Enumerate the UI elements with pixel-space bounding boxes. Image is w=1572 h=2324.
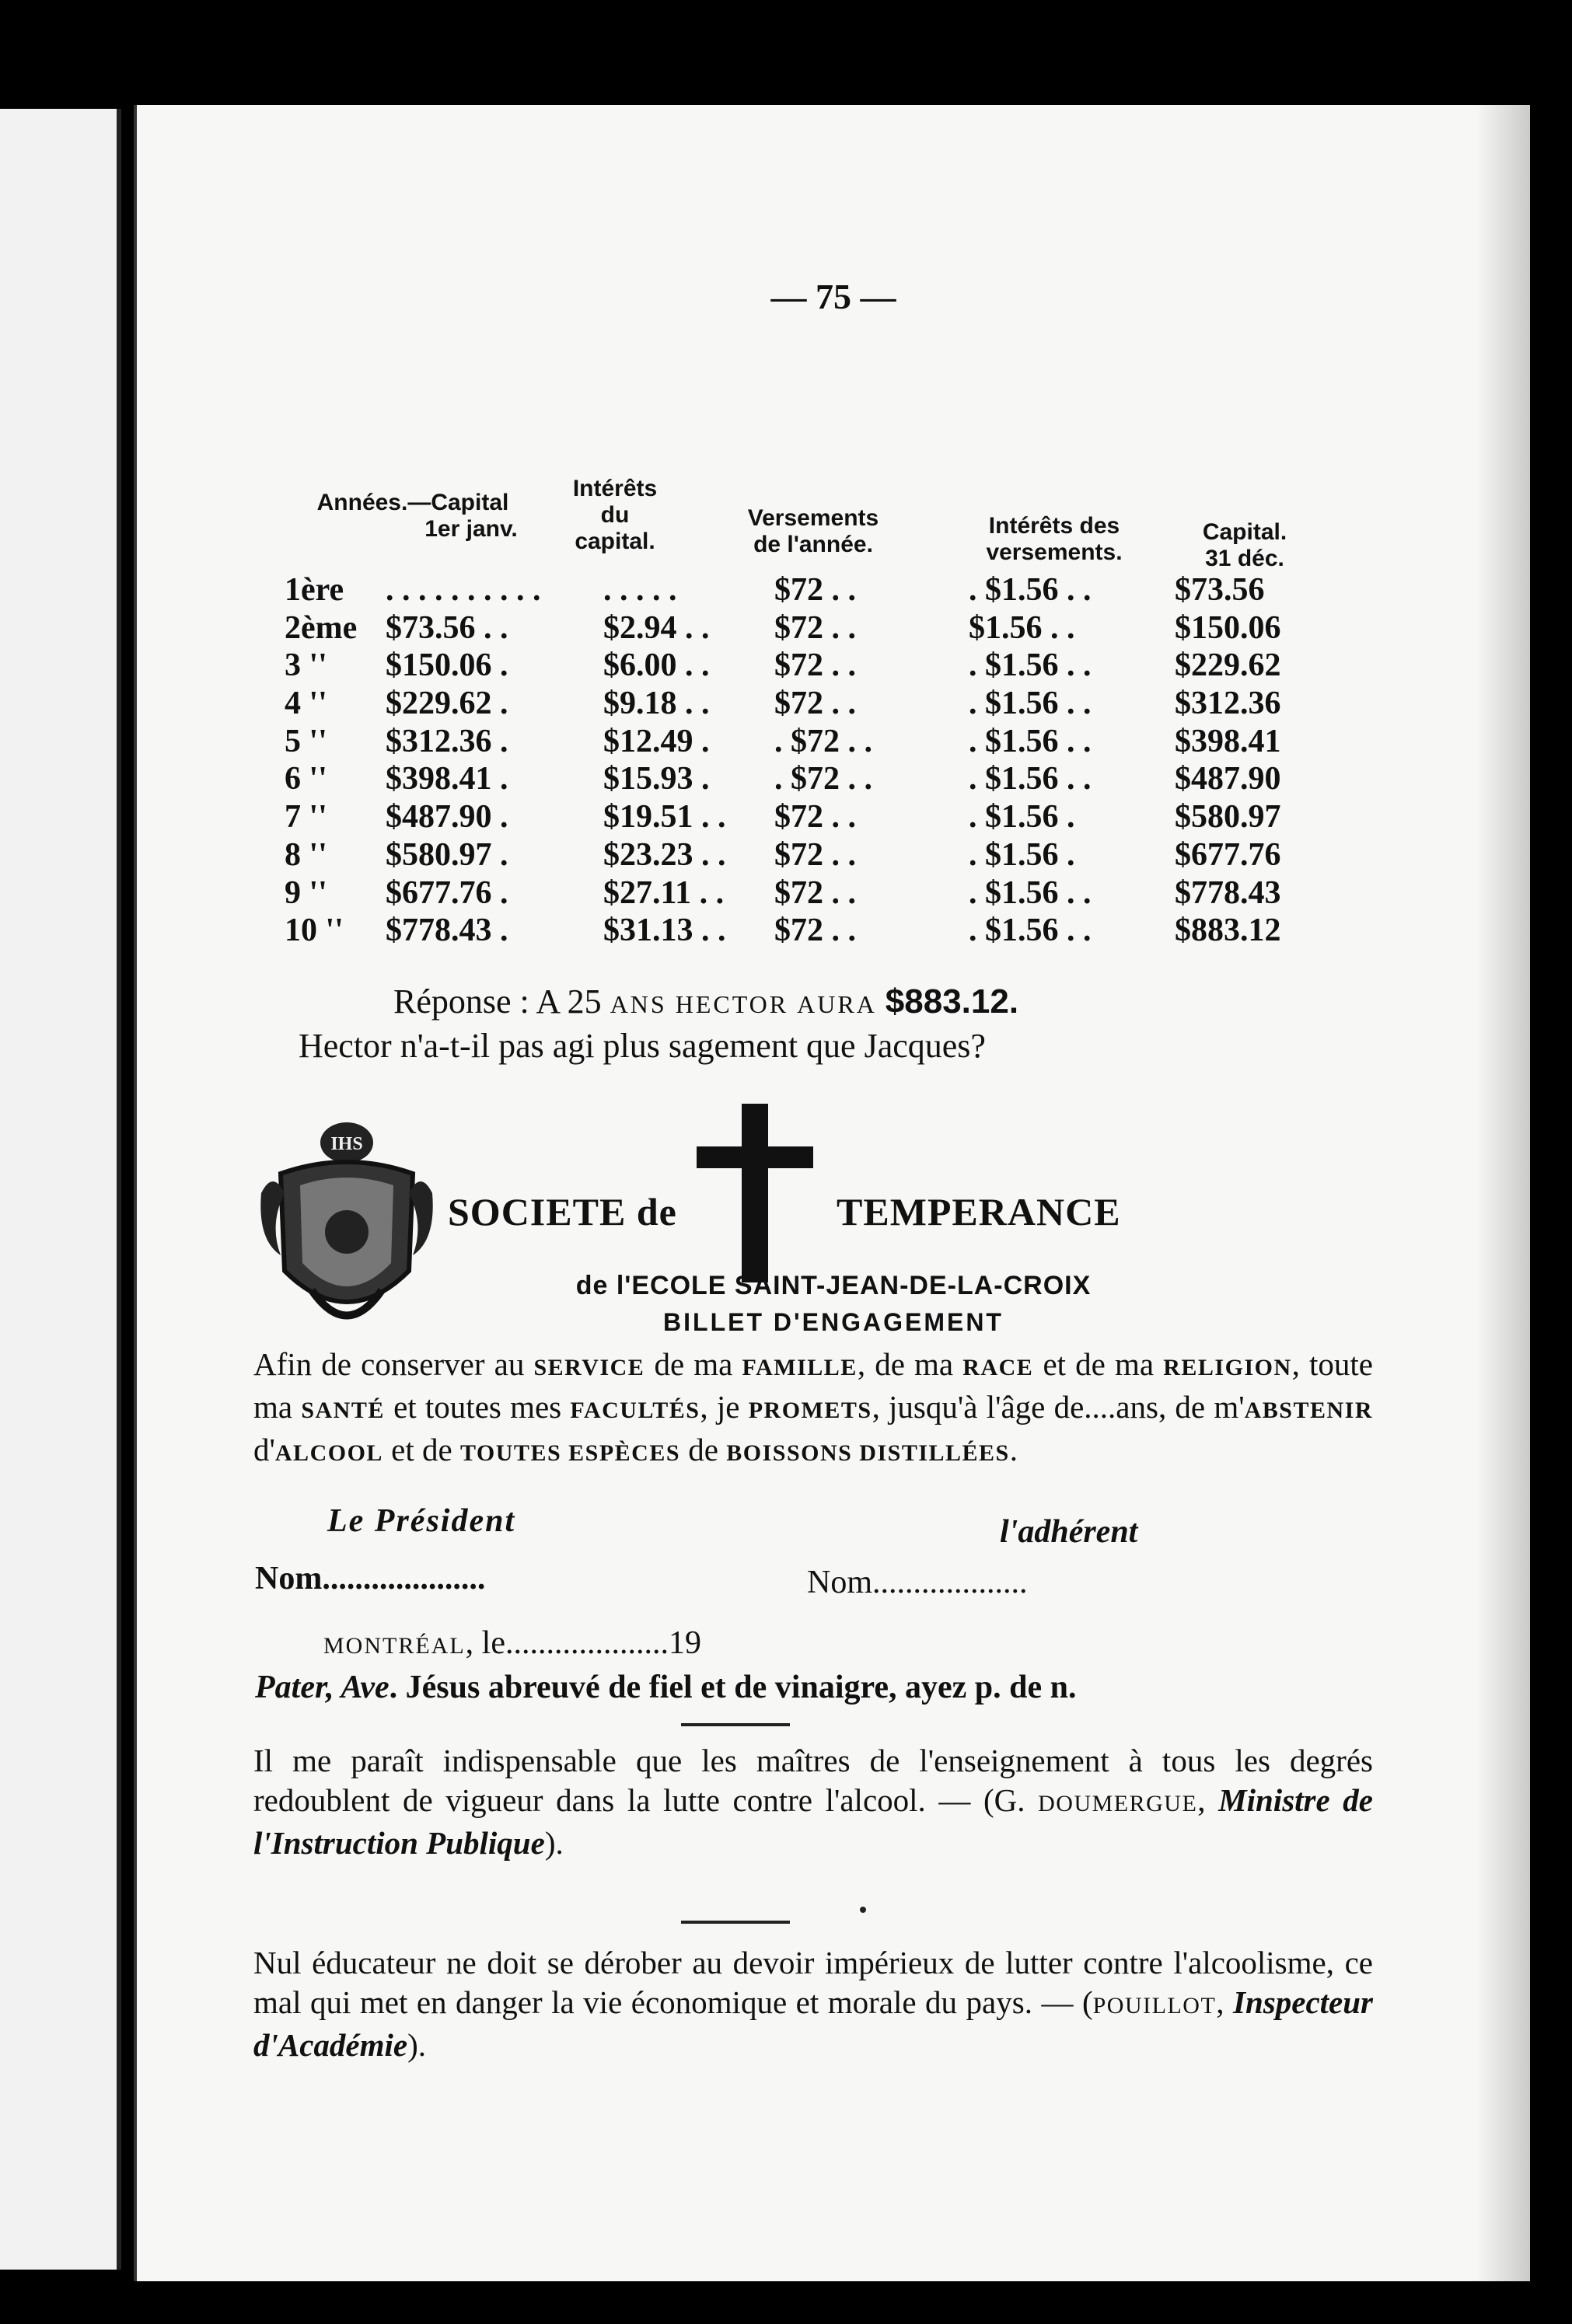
pledge-smallcaps: RACE xyxy=(962,1355,1034,1380)
cell-versement: $72 . . xyxy=(774,874,856,911)
interest-table xyxy=(285,381,1373,949)
cell-interets: $15.93 . xyxy=(603,761,710,797)
date-blank: , le....................19 xyxy=(465,1625,701,1661)
cell-int-vers: . $1.56 . . xyxy=(969,723,1092,759)
ink-speck xyxy=(860,1907,866,1913)
table-row xyxy=(285,685,1373,723)
cell-capital: $312.36 . xyxy=(386,723,508,759)
pledge-part: , je xyxy=(700,1389,749,1425)
pledge-part: d' xyxy=(253,1432,275,1467)
header-versements xyxy=(712,505,914,558)
pledge-part: , toute ma xyxy=(253,1346,1373,1425)
table-row xyxy=(285,912,1373,950)
cell-capital: $677.76 . xyxy=(386,874,508,911)
cell-versement: $72 . . xyxy=(774,799,856,836)
header-line: du xyxy=(600,502,630,528)
cell-year: 7 '' xyxy=(285,799,327,836)
header-line: Capital. xyxy=(1202,519,1287,545)
cell-capital: $150.06 . xyxy=(386,647,508,684)
answer-amount: $883.12. xyxy=(885,982,1019,1021)
pledge-part: et toutes mes xyxy=(384,1389,571,1425)
cell-versement: $72 . . xyxy=(774,572,856,608)
cell-int-vers: $1.56 . . xyxy=(969,609,1075,646)
cell-capital-fin: $883.12 xyxy=(1175,913,1281,949)
cell-versement: . $72 . . xyxy=(774,761,872,797)
cell-interets: . . . . . xyxy=(603,572,677,608)
header-line: Intérêts xyxy=(572,476,658,501)
quote-author-title: Ministre de l'Instruction Publique xyxy=(253,1782,1374,1861)
table-row xyxy=(285,874,1373,913)
cell-capital: $487.90 . xyxy=(386,799,508,836)
quote-doumergue xyxy=(253,1741,1373,1863)
quote-author: DOUMERGUE xyxy=(1038,1791,1198,1816)
pledge-smallcaps: FAMILLE xyxy=(742,1355,858,1380)
pledge-part: et de xyxy=(383,1432,460,1467)
cell-interets: $27.11 . . xyxy=(603,874,725,911)
cell-year: 9 '' xyxy=(285,874,327,911)
cell-capital-fin: $229.62 xyxy=(1175,647,1281,684)
pledge-part: . xyxy=(1009,1432,1018,1467)
prayer-italic: Pater, Ave xyxy=(255,1670,390,1705)
emblem-monogram: IHS xyxy=(330,1134,363,1154)
adherent-label: l'adhérent xyxy=(1000,1514,1138,1550)
cell-versement: $72 . . xyxy=(774,647,856,684)
school-name: de l'ECOLE SAINT-JEAN-DE-LA-CROIX xyxy=(575,1271,1092,1300)
book-page xyxy=(134,105,1530,2281)
cell-year: 5 '' xyxy=(285,723,327,759)
cell-year: 10 '' xyxy=(285,913,344,949)
cell-interets: $9.18 . . xyxy=(603,686,710,722)
header-line: Années.—Capital xyxy=(316,490,509,515)
pledge-smallcaps: BOISSONS DISTILLÉES xyxy=(726,1440,1010,1466)
quote-sep: , xyxy=(1216,1984,1234,2020)
header-interets-capital xyxy=(549,476,681,555)
page-number: — 75 — xyxy=(770,277,896,316)
pledge-part: Afin de conserver au xyxy=(253,1346,534,1382)
nom-field-president: Nom.................... xyxy=(255,1561,486,1596)
question-line: Hector n'a-t-il pas agi plus sagement que Jacques? xyxy=(299,1027,986,1065)
nom-field-adherent: Nom................... xyxy=(807,1565,1028,1600)
cell-capital-fin: $580.97 xyxy=(1175,799,1281,836)
cell-capital-fin: $312.36 xyxy=(1175,686,1281,722)
president-label: Le Président xyxy=(327,1503,516,1539)
pledge-smallcaps: SERVICE xyxy=(533,1355,645,1380)
cell-interets: $6.00 . . xyxy=(603,647,710,684)
cell-int-vers: . $1.56 . . xyxy=(969,647,1092,684)
cell-int-vers: . $1.56 . . xyxy=(969,913,1092,949)
table-row xyxy=(285,836,1373,874)
cell-versement: $72 . . xyxy=(774,609,856,646)
header-line: Intérêts des xyxy=(988,513,1120,539)
cell-capital: $229.62 . xyxy=(386,686,508,722)
pledge-smallcaps: SANTÉ xyxy=(301,1398,385,1423)
quote-text: Il me paraît indispensable que les maîtres de l'enseignement à tous les degrés redoublent de vigueur dans la lutte contre l'alcool. — (G. xyxy=(253,1743,1373,1818)
billet-heading: BILLET D'ENGAGEMENT xyxy=(663,1308,1004,1336)
prayer-text: . Jésus abreuvé de fiel et de vinaigre, ayez p. de n. xyxy=(389,1670,1077,1705)
table-row xyxy=(285,723,1373,761)
place-date-line xyxy=(323,1624,701,1662)
divider xyxy=(681,1921,790,1924)
pledge-smallcaps: ABSTENIR xyxy=(1244,1398,1374,1423)
quote-end: ). xyxy=(544,1825,564,1861)
table-row xyxy=(285,571,1373,609)
table-row xyxy=(285,609,1373,647)
page-shadow xyxy=(1476,105,1530,2281)
cell-interets: $31.13 . . xyxy=(603,913,726,949)
table-row xyxy=(285,760,1373,798)
quote-author: POUILLOT xyxy=(1092,1993,1217,2019)
header-line: de l'année. xyxy=(753,532,873,557)
cell-year: 4 '' xyxy=(285,686,327,722)
society-title-right: TEMPERANCE xyxy=(837,1190,1121,1234)
pledge-smallcaps: TOUTES ESPÈCES xyxy=(459,1440,681,1466)
pledge-part: et de ma xyxy=(1033,1346,1164,1382)
header-line: versements. xyxy=(986,539,1123,565)
pledge-part: de ma xyxy=(645,1346,742,1382)
cell-year: 6 '' xyxy=(285,761,327,797)
prayer-line xyxy=(255,1669,1077,1706)
pledge-smallcaps: RELIGION xyxy=(1163,1355,1292,1380)
answer-aura: AURA xyxy=(797,990,877,1018)
cell-int-vers: . $1.56 . xyxy=(969,836,1075,873)
cross-icon xyxy=(697,1104,813,1282)
cell-versement: $72 . . xyxy=(774,686,856,722)
facing-page-edge xyxy=(0,109,121,2270)
cell-capital-fin: $677.76 xyxy=(1175,836,1281,873)
pledge-part: , jusqu'à l'âge de....ans, de m' xyxy=(872,1389,1245,1425)
cell-capital: $398.41 . xyxy=(386,761,508,797)
cell-versement: . $72 . . xyxy=(774,723,872,759)
pledge-part: de xyxy=(680,1432,727,1467)
cell-versement: $72 . . xyxy=(774,836,856,873)
header-interets-versements xyxy=(953,513,1155,566)
cell-interets: $19.51 . . xyxy=(603,799,726,836)
answer-line xyxy=(393,982,1018,1021)
cell-capital: $778.43 . xyxy=(386,913,508,949)
society-title-left: SOCIETE de xyxy=(448,1190,677,1234)
pledge-part: , de ma xyxy=(857,1346,963,1382)
cell-capital-fin: $487.90 xyxy=(1175,761,1281,797)
header-line: 1er janv. xyxy=(424,516,518,542)
cell-year: 2ème xyxy=(285,609,358,646)
answer-hector: HECTOR xyxy=(675,990,789,1018)
pledge-text xyxy=(253,1345,1373,1473)
header-line: Versements xyxy=(747,505,879,531)
cell-int-vers: . $1.56 . . xyxy=(969,874,1092,911)
cell-capital-fin: $778.43 xyxy=(1175,874,1281,911)
cell-capital: $73.56 . . xyxy=(386,609,508,646)
cell-capital-fin: $73.56 xyxy=(1175,572,1265,608)
quote-pouillot xyxy=(253,1943,1373,2065)
table-header xyxy=(285,381,1373,583)
cell-capital: . . . . . . . . . . xyxy=(386,572,541,608)
quote-author-title: Inspecteur d'Académie xyxy=(253,1984,1373,2063)
quote-sep: , xyxy=(1197,1782,1219,1818)
cell-interets: $23.23 . . xyxy=(603,836,726,873)
cell-interets: $2.94 . . xyxy=(603,609,710,646)
answer-ans: ANS xyxy=(610,990,667,1018)
cell-int-vers: . $1.56 . . xyxy=(969,686,1092,722)
cell-interets: $12.49 . xyxy=(603,723,710,759)
pledge-smallcaps: ALCOOL xyxy=(274,1440,383,1466)
cell-capital-fin: $150.06 xyxy=(1175,609,1281,646)
cell-year: 1ère xyxy=(285,572,344,608)
place-name: MONTRÉAL xyxy=(323,1633,466,1659)
table-row xyxy=(285,647,1373,685)
header-line: 31 déc. xyxy=(1205,546,1284,571)
cell-int-vers: . $1.56 . xyxy=(969,799,1075,836)
header-capital-fin xyxy=(1171,519,1319,572)
table-row xyxy=(285,798,1373,836)
divider xyxy=(681,1723,790,1726)
pledge-smallcaps: PROMETS xyxy=(748,1398,872,1423)
quote-end: ). xyxy=(407,2027,427,2063)
cell-capital-fin: $398.41 xyxy=(1175,723,1281,759)
pledge-smallcaps: FACULTÉS xyxy=(570,1398,700,1423)
header-line: capital. xyxy=(575,529,655,554)
answer-prefix: Réponse : A 25 xyxy=(393,982,610,1021)
cell-year: 8 '' xyxy=(285,836,327,873)
cell-int-vers: . $1.56 . . xyxy=(969,761,1092,797)
cell-versement: $72 . . xyxy=(774,913,856,949)
cell-int-vers: . $1.56 . . xyxy=(969,572,1092,608)
header-years-capital xyxy=(285,490,541,543)
table-body xyxy=(285,571,1373,950)
cell-year: 3 '' xyxy=(285,647,327,684)
quote-text: Nul éducateur ne doit se dérober au devoir impérieux de lutter contre l'alcoolisme, ce mal qui met en danger la vie économique et morale du pays. — ( xyxy=(253,1945,1373,2020)
cell-capital: $580.97 . xyxy=(386,836,508,873)
